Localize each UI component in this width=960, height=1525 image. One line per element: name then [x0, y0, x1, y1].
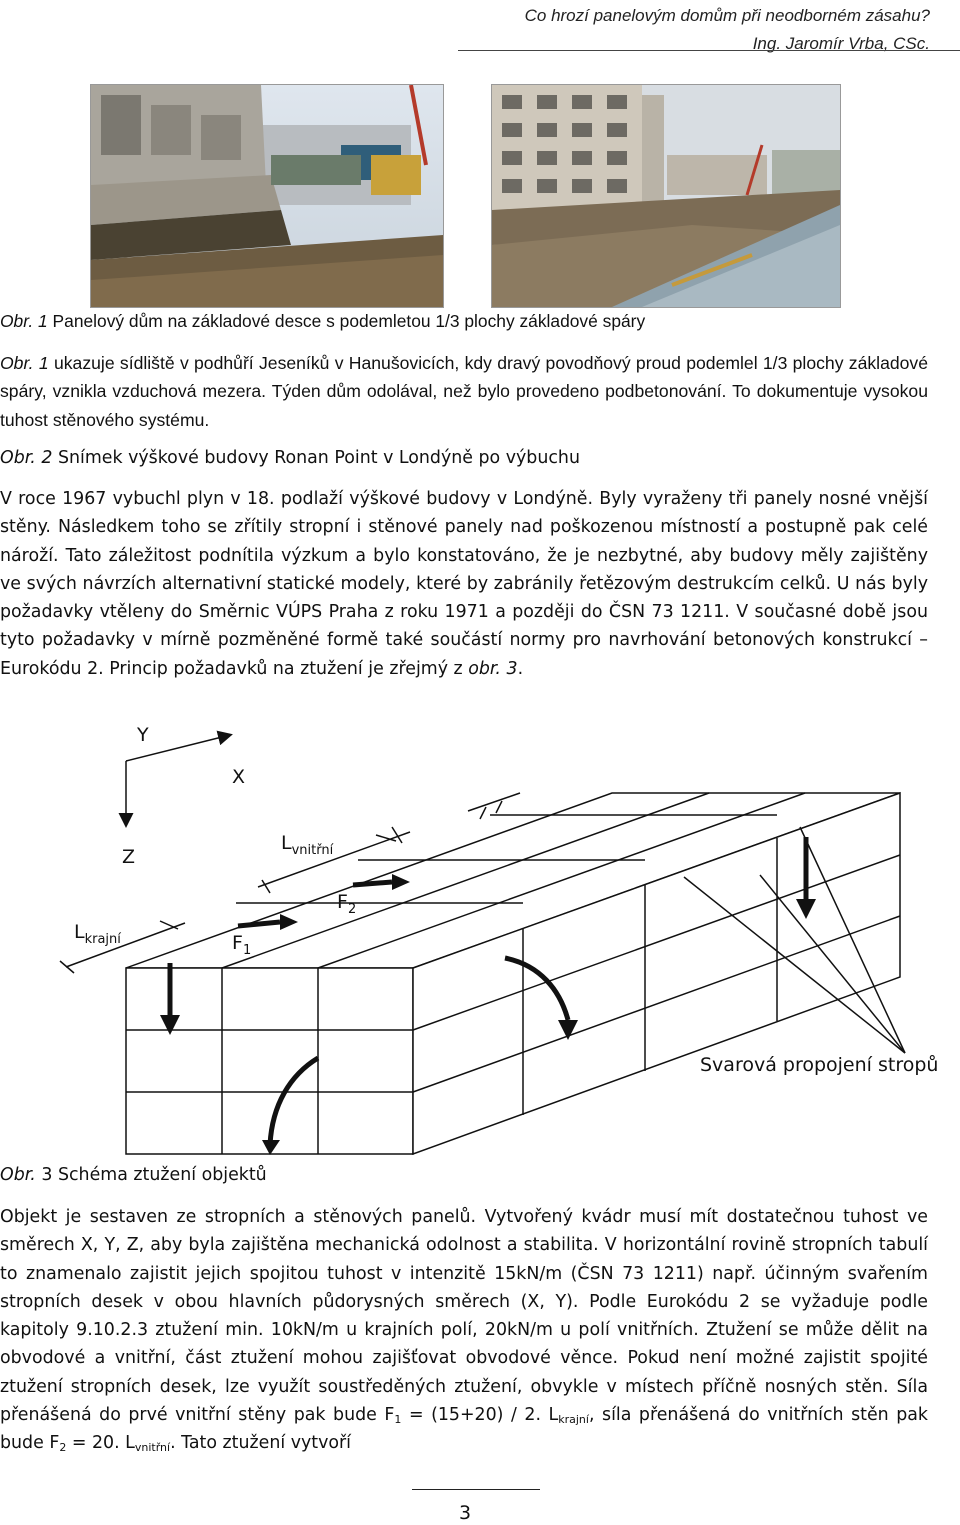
figure1-caption — [0, 311, 645, 332]
para2-ref: obr. 3 — [468, 658, 518, 679]
para1-label: Obr. — [0, 353, 34, 373]
footer-rule — [412, 1489, 540, 1490]
figure2-label: Obr. — [0, 448, 36, 468]
header-author: Ing. Jaromír Vrba, CSc. — [752, 34, 930, 53]
figure3-number: 3 — [41, 1165, 53, 1185]
photo-undermined-building — [90, 84, 444, 308]
paragraph-bracing: Objekt je sestaven ze stropních a stěnových panelů. Vytvořený kvádr musí mít dostatečnou tuhost ve směrech X, Y, Z, aby byla zajištěna mechanická odolnost a stabilita. V horizontální rovině stropních tabulí to znamenalo zajistit jejich spojitou tuhost v intenzitě 15kN/m (ČSN 73 1211) např. účinným svařením stropních desek v obou hlavních půdorysných směrech (X, Y). Podle Eurokódu 2 se vyžaduje podle kapitoly 9.10.2.3 ztužení min. 10kN/m u krajních polí, 20kN/m u polí vnitřních. Ztužení se může dělit na obvodové a vnitřní, část ztužení mohou zajišťovat obvodové věnce. Pokud není možné zajistit spojité ztužení stropních desek, lze využít soustředěných ztužení, obvykle v místech příčně nosných stěn. Síla přenášená do prvé vnitřní stěny pak bude $F_1 = (15+20) / 2$. $L_{krajní}$, síla přenášená do vnitřních stěn pak bude $F_2 = 20$. $L_{vnitřní}$. Tato ztužení vytvoří — [0, 1207, 928, 1455]
figure2-caption — [0, 448, 580, 468]
paragraph-hanusovice — [0, 349, 928, 434]
figure3-caption-text: Schéma ztužení objektů — [57, 1165, 267, 1185]
header-title: Co hrozí panelovým domům při neodborném zásahu? — [524, 6, 930, 25]
figure1-label: Obr. — [0, 311, 34, 331]
axis-y-label: Y — [137, 724, 149, 746]
para1-number: 1 — [38, 353, 49, 373]
l-edge-label: $L_{krajní}$ — [74, 921, 121, 947]
bracing-scheme-diagram — [0, 715, 960, 1155]
figure3-caption — [0, 1165, 267, 1185]
header-rule — [458, 50, 960, 51]
para3-text: Objekt je sestaven ze stropních a stěnových panelů. Vytvořený kvádr musí mít dostatečnou tuhost ve směrech X, Y, Z, aby byla zajištěna mechanická odolnost a stabilita. V horizontální rovině stropních tabulí to znamenalo zajistit jejich spojitou tuhost v intenzitě 15kN/m (ČSN 73 1211) např. účinným svařením stropních desek v obou hlavních půdorysných směrech (X, Y). Podle Eurokódu 2 se vyžaduje podle kapitoly 9.10.2.3 ztužení min. 10kN/m u krajních polí, 20kN/m u polí vnitřních. Ztužení se může dělit na obvodové a vnitřní, část ztužení mohou zajišťovat obvodové věnce. Pokud není možné zajistit spojité ztužení stropních desek, lze využít soustředěných ztužení, obvykle v místech příčně nosných stěn. Síla přenášená do prvé vnitřní stěny pak bude — [0, 1207, 928, 1426]
f1-label: $F_1$ — [232, 932, 252, 958]
para2-end: . — [517, 658, 524, 679]
figure2-caption-text: Snímek výškové budovy Ronan Point v Londýně po výbuchu — [57, 448, 580, 468]
figure2-number: 2 — [41, 448, 53, 468]
paragraph-ronan-point — [0, 485, 928, 683]
figure1-number: 1 — [38, 311, 48, 331]
f2-label: $F_2$ — [337, 891, 357, 917]
axis-z-label: Z — [122, 846, 136, 868]
welds-label: Svarová propojení stropů — [700, 1054, 939, 1076]
figure3-label: Obr. — [0, 1165, 36, 1185]
page-number: 3 — [458, 1502, 472, 1524]
figure1-caption-text: Panelový dům na základové desce s podemletou 1/3 plochy základové spáry — [52, 311, 646, 331]
para2-text: V roce 1967 vybuchl plyn v 18. podlaží výškové budovy v Londýně. Byly vyraženy tři panely nosné vnější stěny. Následkem toho se zřítily stropní i stěnové panely nad poškozenou místností a postupně pak celé nároží. Tato záležitost podnítila výzkum a bylo konstatováno, že je nezbytné, aby budovy měly zajištěny ve svých návrzích alternativní statické modely, které by zabránily řetězovým destrukcím celků. U nás byly požadavky vtěleny do Směrnic VÚPS Praha z roku 1971 a později do ČSN 73 1211. V současné době jsou tyto požadavky v mírně pozměněné formě také součástí normy pro navrhování betonových konstrukcí – Eurokódu 2. Princip požadavků na ztužení je zřejmý z — [0, 489, 928, 679]
photo-flood-housing-estate — [491, 84, 841, 308]
axis-x-label: X — [232, 766, 246, 788]
l-inner-label: $L_{vnitřní}$ — [281, 832, 334, 858]
para1-text: ukazuje sídliště v podhůří Jeseníků v Hanušovicích, kdy dravý povodňový proud podemlel 1/3 plochy základové spáry, vznikla vzduchová mezera. Týden dům odolával, než bylo provedeno podbetonování. To dokumentuje vysokou tuhost stěnového systému. — [0, 353, 929, 430]
